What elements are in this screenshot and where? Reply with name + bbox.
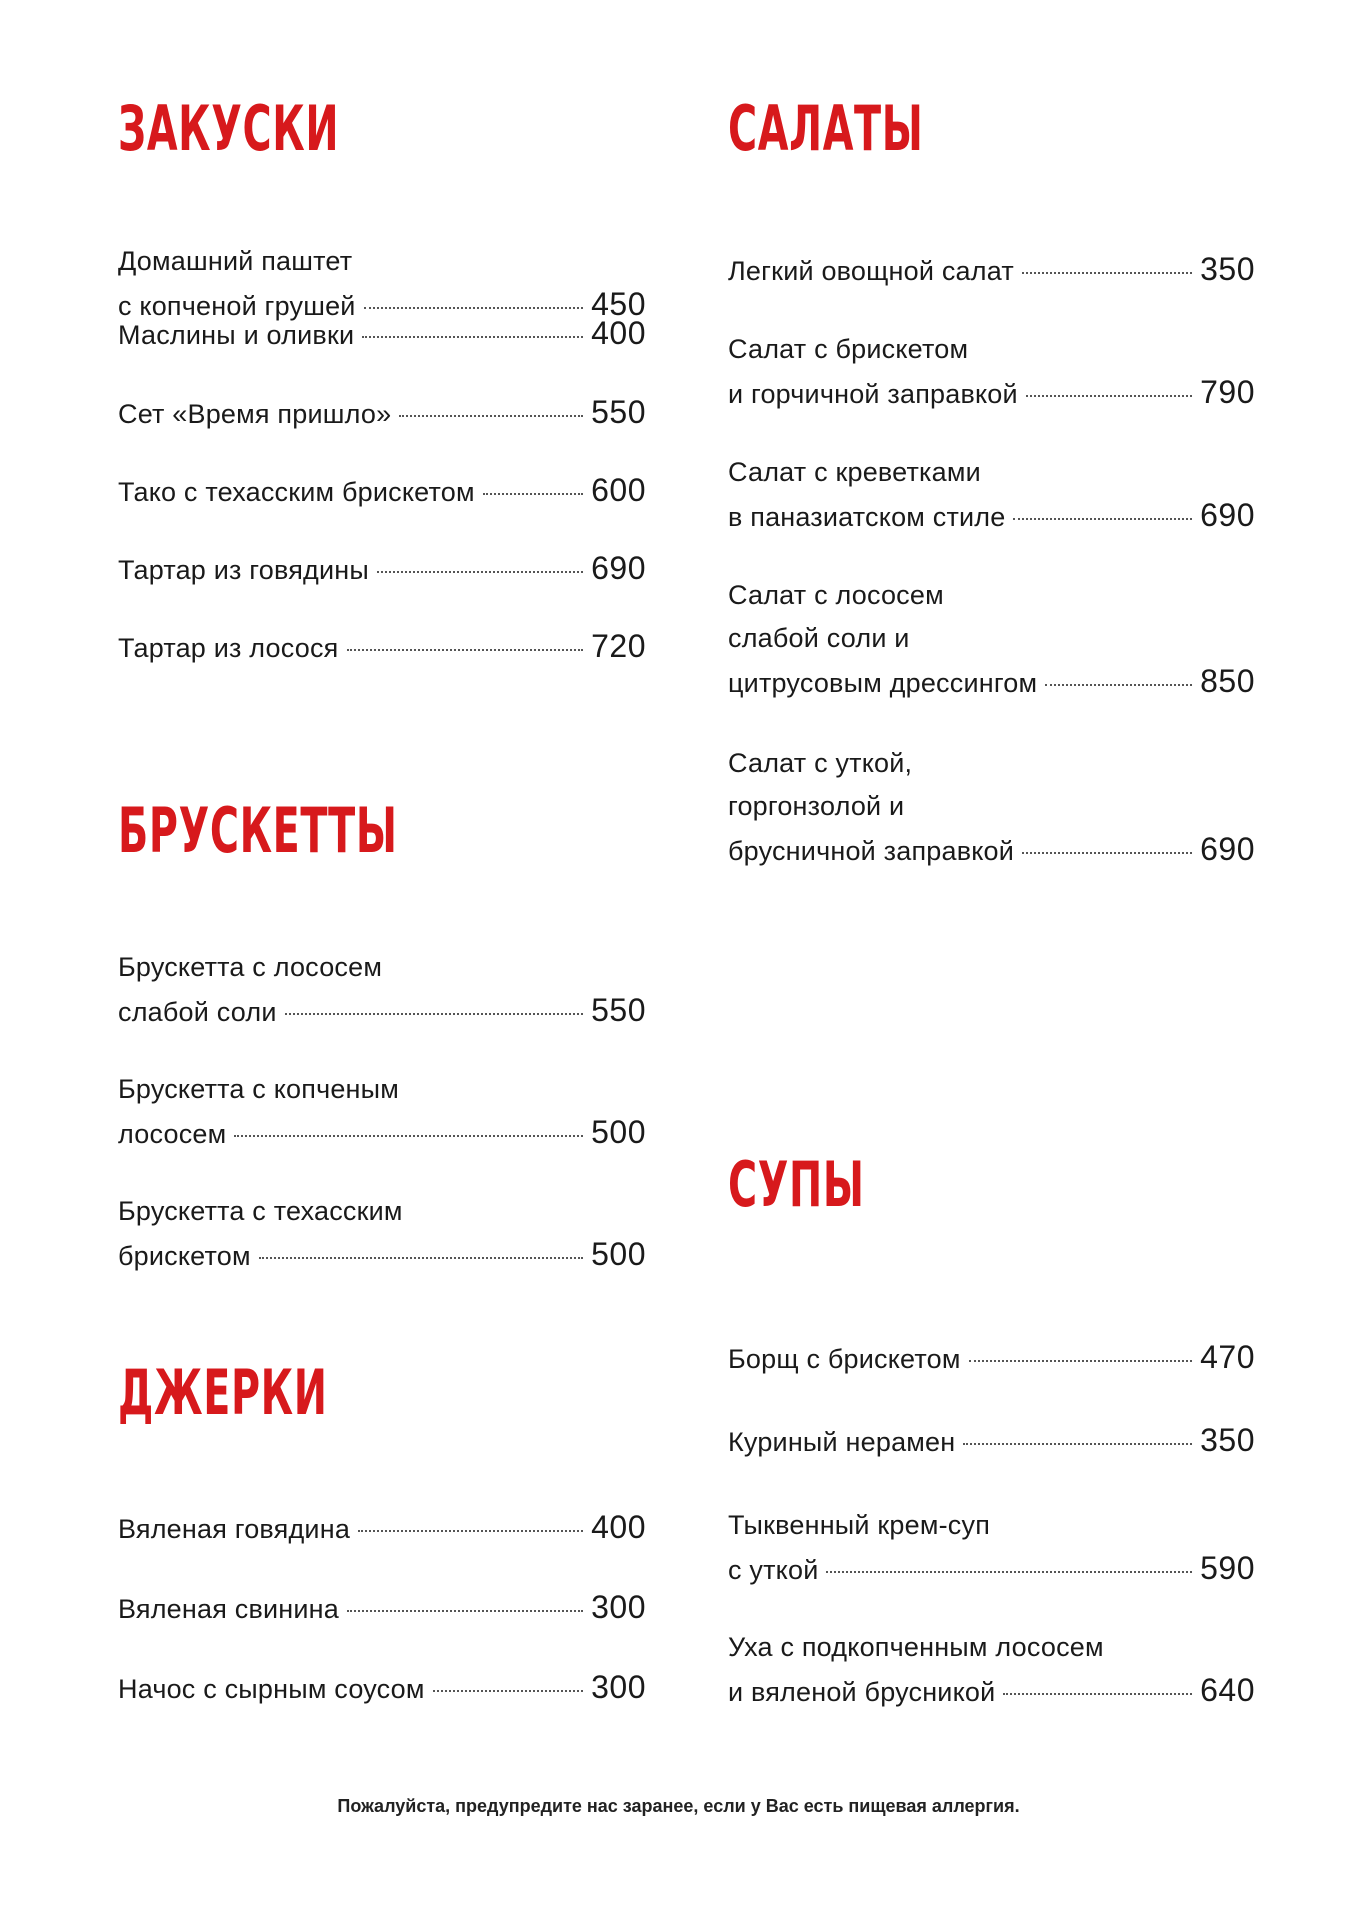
menu-item-name: Маслины и оливки (118, 320, 355, 350)
menu-item-name: Легкий овощной салат (728, 256, 1014, 286)
dot-leader (1026, 395, 1192, 397)
menu-item-name-line: горгонзолой и (728, 791, 905, 821)
menu-item-price: 500 (591, 1236, 646, 1272)
menu-item-price: 500 (591, 1114, 646, 1150)
dot-leader (1022, 852, 1192, 854)
menu-item-name: Куриный нерамен (728, 1427, 956, 1457)
menu-item-price: 720 (591, 628, 646, 664)
menu-item-name: Тако с техасским брискетом (118, 477, 475, 507)
menu-item-name: с копченой грушей (118, 291, 356, 321)
menu-item (728, 1419, 1255, 1464)
menu-item-row (118, 1666, 646, 1711)
menu-item-row (728, 371, 1255, 416)
menu-item-name-line: слабой соли и (728, 623, 910, 653)
menu-item-row (118, 469, 646, 514)
menu-item (118, 1586, 646, 1631)
menu-item-name: Борщ с брискетом (728, 1344, 961, 1374)
dot-leader (234, 1135, 583, 1137)
menu-item-row (118, 312, 646, 357)
section-zakuski (118, 92, 646, 165)
menu-item-price: 550 (591, 394, 646, 430)
dot-leader (399, 415, 583, 417)
dot-leader (1022, 272, 1192, 274)
menu-item (728, 1504, 1255, 1592)
menu-item-name-line: Салат с лососем (728, 580, 944, 610)
menu-item-row (728, 660, 1255, 705)
menu-item-price: 850 (1200, 663, 1255, 699)
dot-leader (362, 336, 583, 338)
menu-item-price: 300 (591, 1669, 646, 1705)
menu-item-name: Начос с сырным соусом (118, 1674, 425, 1704)
allergy-notice: Пожалуйста, предупредите нас заранее, если у Вас есть пищевая аллергия. (337, 1796, 1020, 1816)
menu-item-price: 470 (1200, 1339, 1255, 1375)
section-title-dzherki: ДЖЕРКИ (118, 1356, 328, 1429)
menu-item-name-line: Тыквенный крем-суп (728, 1510, 991, 1540)
menu-item-name: и вяленой брусникой (728, 1677, 996, 1707)
menu-item-price: 690 (591, 550, 646, 586)
menu-item-name: лососем (118, 1119, 227, 1149)
dot-leader (1045, 684, 1192, 686)
menu-item-name-line: Уха с подкопченным лососем (728, 1632, 1104, 1662)
dot-leader (483, 493, 583, 495)
menu-item-row (118, 1586, 646, 1631)
menu-item-name-line: Салат с уткой, (728, 748, 913, 778)
menu-item (728, 328, 1255, 416)
menu-item-name: Сет «Время пришло» (118, 399, 392, 429)
menu-item (728, 248, 1255, 293)
menu-item-name: в паназиатском стиле (728, 502, 1006, 532)
menu-item-name: брусничной заправкой (728, 836, 1015, 866)
menu-item (728, 574, 1255, 705)
menu-item-row (728, 828, 1255, 873)
dot-leader (347, 1610, 583, 1612)
menu-item-price: 550 (591, 992, 646, 1028)
section-dzherki (118, 1356, 646, 1429)
menu-item (118, 391, 646, 436)
menu-item-name: Тартар из говядины (118, 555, 369, 585)
section-brusketty (118, 794, 646, 867)
section-title-zakuski: ЗАКУСКИ (118, 92, 340, 165)
menu-item-name: с уткой (728, 1555, 819, 1585)
menu-item-name: брискетом (118, 1241, 251, 1271)
dot-leader (358, 1530, 583, 1532)
menu-item (118, 1190, 646, 1278)
menu-item (728, 1336, 1255, 1381)
section-title-supy: СУПЫ (728, 1148, 865, 1221)
dot-leader (364, 307, 584, 309)
menu-item-name-line: Брускетта с копченым (118, 1074, 400, 1104)
menu-item-price: 690 (1200, 831, 1255, 867)
section-supy (728, 1148, 1255, 1221)
menu-item-price: 350 (1200, 1422, 1255, 1458)
menu-item (118, 469, 646, 514)
menu-item-name: слабой соли (118, 997, 277, 1027)
menu-item (728, 451, 1255, 539)
menu-item-row (118, 1506, 646, 1551)
menu-item-row (118, 391, 646, 436)
menu-item (118, 312, 646, 357)
menu-item-row (728, 248, 1255, 293)
dot-leader (969, 1360, 1193, 1362)
menu-item-row (118, 989, 646, 1034)
menu-item-name: Тартар из лосося (118, 633, 339, 663)
menu-item-name: и горчичной заправкой (728, 379, 1018, 409)
menu-item-price: 690 (1200, 497, 1255, 533)
dot-leader (826, 1571, 1192, 1573)
menu-item-price: 350 (1200, 251, 1255, 287)
menu-item-name-line: Домашний паштет (118, 246, 353, 276)
menu-item-row (728, 1419, 1255, 1464)
menu-item-row (728, 494, 1255, 539)
menu-item-name: Вяленая говядина (118, 1514, 351, 1544)
menu-item-price: 300 (591, 1589, 646, 1625)
menu-item-price: 600 (591, 472, 646, 508)
dot-leader (285, 1013, 584, 1015)
menu-item-name-line: Брускетта с техасским (118, 1196, 403, 1226)
menu-item-name: цитрусовым дрессингом (728, 668, 1038, 698)
menu-item (118, 1068, 646, 1156)
menu-item (118, 1506, 646, 1551)
dot-leader (259, 1257, 583, 1259)
menu-item-price: 400 (591, 315, 646, 351)
dot-leader (963, 1443, 1192, 1445)
menu-item-price: 590 (1200, 1550, 1255, 1586)
section-salaty (728, 92, 1255, 165)
menu-item (118, 625, 646, 670)
dot-leader (433, 1690, 584, 1692)
menu-item (118, 547, 646, 592)
menu-item-row (728, 1669, 1255, 1714)
menu-item-row (118, 547, 646, 592)
dot-leader (347, 649, 584, 651)
dot-leader (1003, 1693, 1192, 1695)
menu-item-row (728, 1547, 1255, 1592)
menu-item (728, 1626, 1255, 1714)
menu-item-price: 790 (1200, 374, 1255, 410)
menu-item-price: 450 (591, 286, 646, 322)
section-title-salaty: САЛАТЫ (728, 92, 924, 165)
menu-item-name-line: Салат с креветками (728, 457, 981, 487)
menu-item (728, 742, 1255, 873)
menu-item-row (728, 1336, 1255, 1381)
menu-item (118, 1666, 646, 1711)
menu-item-price: 400 (591, 1509, 646, 1545)
menu-item-name: Вяленая свинина (118, 1594, 339, 1624)
section-title-brusketty: БРУСКЕТТЫ (118, 794, 398, 867)
menu-item (118, 946, 646, 1034)
menu-item-name-line: Салат с брискетом (728, 334, 969, 364)
dot-leader (1013, 518, 1192, 520)
menu-item-name-line: Брускетта с лососем (118, 952, 383, 982)
menu-item-row (118, 1111, 646, 1156)
menu-item-row (118, 625, 646, 670)
menu-item-row (118, 1233, 646, 1278)
dot-leader (377, 571, 583, 573)
menu-item-price: 640 (1200, 1672, 1255, 1708)
